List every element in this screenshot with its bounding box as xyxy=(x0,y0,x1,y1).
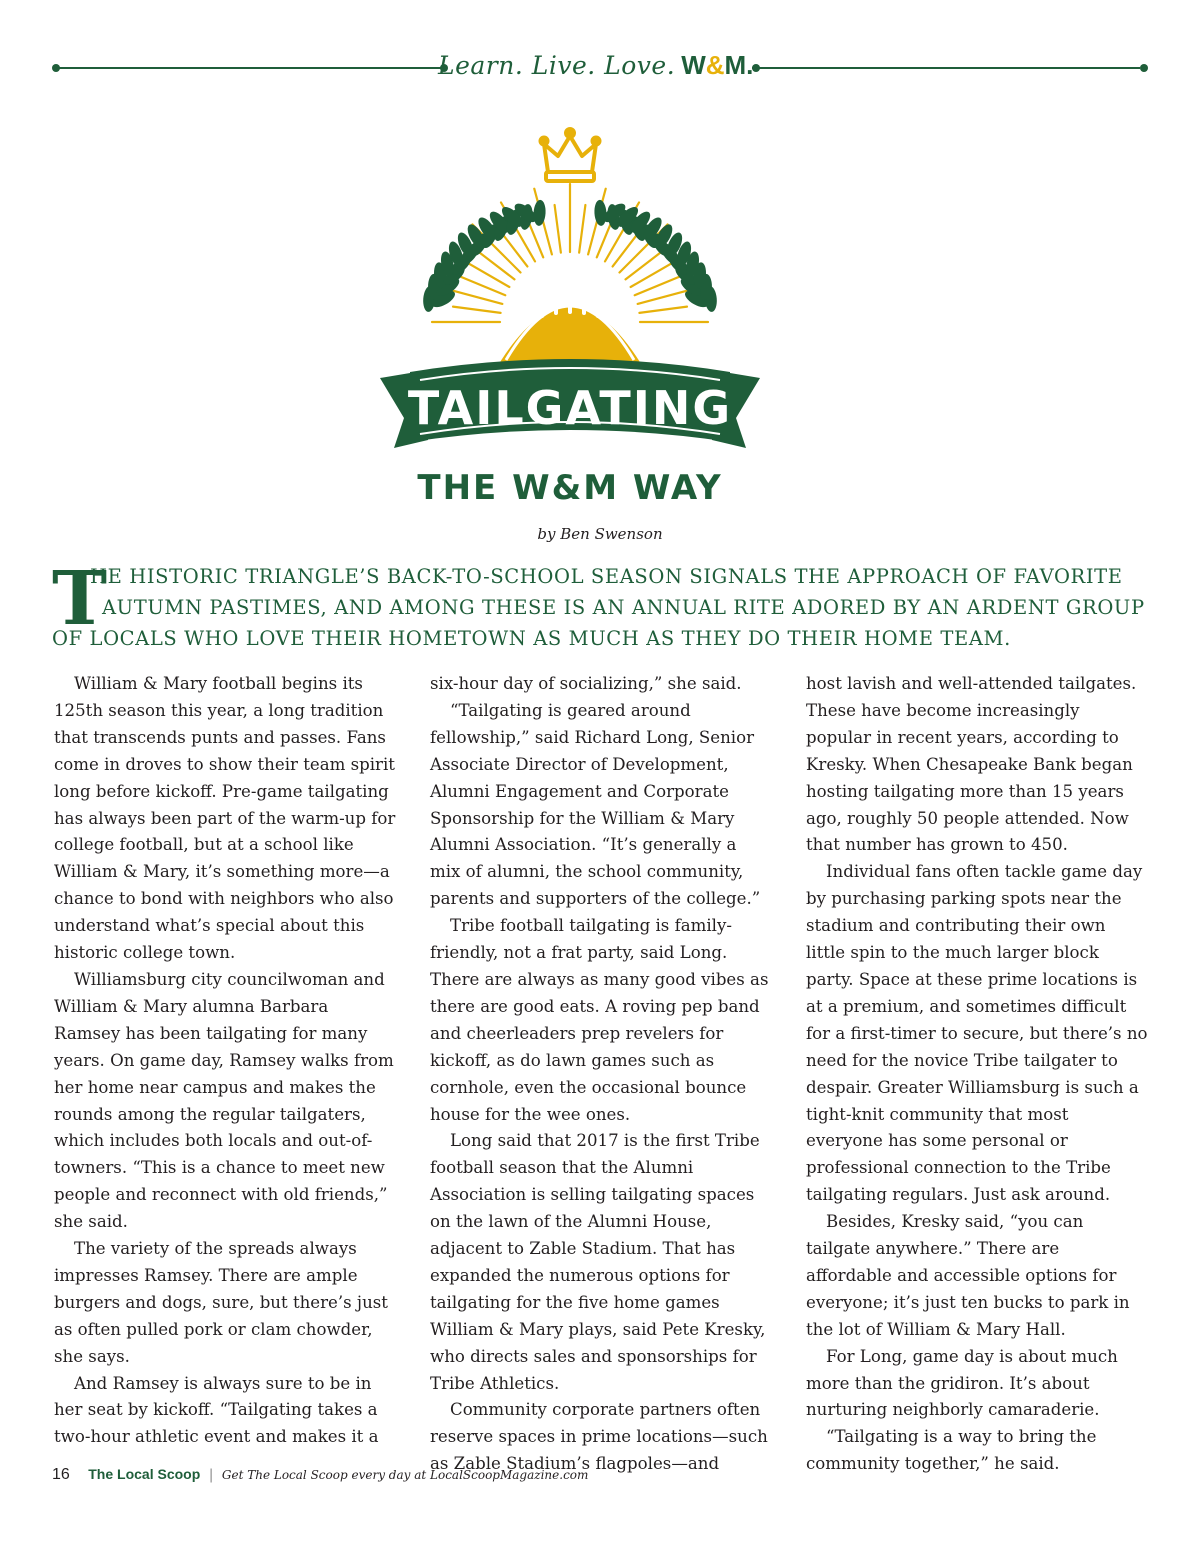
tagline-script: Learn. Live. Love. xyxy=(438,51,676,80)
wm-w: W xyxy=(681,50,706,80)
article-column-3 xyxy=(806,671,1148,1478)
paragraph: For Long, game day is about much more than the gridiron. It’s about nurturing neighborly camaraderie. xyxy=(806,1346,1118,1420)
tagline xyxy=(438,50,758,90)
sunburst-ray xyxy=(639,307,687,313)
footer-separator: | xyxy=(208,1467,214,1483)
logo-title: TAILGATING xyxy=(407,381,733,435)
paragraph: Tribe football tailgating is family-friendly, not a frat party, said Long. There are always as many good vibes as there are good eats. A roving pep band and cheerleaders prep revelers for kickoff, as do lawn games such as cornhole, even the occasional bounce house for the wee ones. xyxy=(430,916,769,1124)
paragraph: William & Mary football begins its 125th season this year, a long tradition that transcends punts and passes. Fans come in droves to show their team spirit long before kickoff. Pre-game tailgating has always been part of the warm-up for college football, but at a school like William & Mary, it’s something more—a chance to bond with neighbors who also understand what’s special about this historic college town. xyxy=(54,674,396,963)
rule-line-left xyxy=(56,67,444,69)
paragraph: six-hour day of socializing,” she said. xyxy=(430,674,742,693)
sunburst-ray xyxy=(579,205,585,253)
footer-promo: Get The Local Scoop every day at LocalScoopMagazine.com xyxy=(221,1468,589,1482)
paragraph: And Ramsey is always sure to be in her seat by kickoff. “Tailgating takes a two-hour athletic event and makes it a xyxy=(54,1373,379,1447)
wm-m: M. xyxy=(724,50,754,80)
paragraph: “Tailgating is a way to bring the community together,” he said. xyxy=(806,1427,1097,1474)
paragraph: Williamsburg city councilwoman and William & Mary alumna Barbara Ramsey has been tailgating for many years. On game day, Ramsey walks from her home near campus and makes the rounds among the regular tailgaters, which includes both locals and out-of-towners. “This is a chance to meet new people and reconnect with old friends,” she said. xyxy=(54,969,394,1232)
paragraph: “Tailgating is geared around fellowship,” said Richard Long, Senior Associate Director of Development, Alumni Engagement and Corporate Sponsorship for the William & Mary Alumni Association. “It’s generally a mix of alumni, the school community, parents and supporters of the college.” xyxy=(430,700,761,909)
paragraph: Besides, Kresky said, “you can tailgate anywhere.” There are affordable and accessible options for everyone; it’s just ten bucks to park in the lot of William & Mary Hall. xyxy=(806,1212,1130,1339)
intro-line-3: OF LOCALS WHO LOVE THEIR HOMETOWN AS MUCH AS THEY DO THEIR HOME TEAM. xyxy=(52,627,1011,650)
paragraph: Community corporate partners often reserve spaces in prime locations—such as Zable Stadium’s flagpoles—and xyxy=(430,1400,768,1474)
crown-icon xyxy=(541,129,600,181)
byline: by Ben Swenson xyxy=(537,525,663,543)
drop-cap: T xyxy=(52,556,108,642)
page-number: 16 xyxy=(52,1466,70,1483)
sunburst-ray xyxy=(476,250,514,279)
tailgating-logo xyxy=(370,122,770,522)
page-footer xyxy=(52,1466,1052,1490)
intro-line-1: HE HISTORIC TRIANGLE’S BACK-TO-SCHOOL SEASON SIGNALS THE APPROACH OF FAVORITE xyxy=(90,565,1123,588)
wm-logotype xyxy=(681,50,753,80)
intro-deck xyxy=(52,558,1148,668)
article-column-1 xyxy=(54,671,396,1451)
rule-line-right xyxy=(752,67,1140,69)
paragraph: Individual fans often tackle game day by purchasing parking spots near the stadium and contributing their own little spin to the much larger block party. Space at these prime locations is at a premium, and sometimes difficult for a first-timer to secure, but there’s no need for the novice Tribe tailgater to despair. Greater Williamsburg is such a tight-knit community that most everyone has some personal or professional connection to the Tribe tailgating regulars. Just ask around. xyxy=(806,862,1148,1205)
article-column-2 xyxy=(430,671,772,1478)
publication-name: The Local Scoop xyxy=(88,1466,201,1482)
rule-dot xyxy=(1140,64,1148,72)
sunburst-ray xyxy=(555,205,561,253)
intro-line-2: AUTUMN PASTIMES, AND AMONG THESE IS AN ANNUAL RITE ADORED BY AN ARDENT GROUP xyxy=(102,596,1145,619)
paragraph: Long said that 2017 is the first Tribe football season that the Alumni Association is selling tailgating spaces on the lawn of the Alumni House, adjacent to Zable Stadium. That has expanded the numerous options for tailgating for the five home games William & Mary plays, said Pete Kresky, who directs sales and sponsorships for Tribe Athletics. xyxy=(430,1131,766,1393)
sunburst-ray xyxy=(626,250,664,279)
tailgating-logo-graphic xyxy=(370,122,770,522)
paragraph: host lavish and well-attended tailgates. These have become increasingly popular in recent years, according to Kresky. When Chesapeake Bank began hosting tailgating more than 15 years ago, roughly 50 people attended. Now that number has grown to 450. xyxy=(806,674,1137,855)
sunburst-ray xyxy=(453,307,501,313)
logo-subtitle: THE W&M WAY xyxy=(417,468,723,508)
wm-amp: & xyxy=(705,50,725,80)
paragraph: The variety of the spreads always impresses Ramsey. There are ample burgers and dogs, sure, but there’s just as often pulled pork or clam chowder, she says. xyxy=(54,1239,388,1366)
